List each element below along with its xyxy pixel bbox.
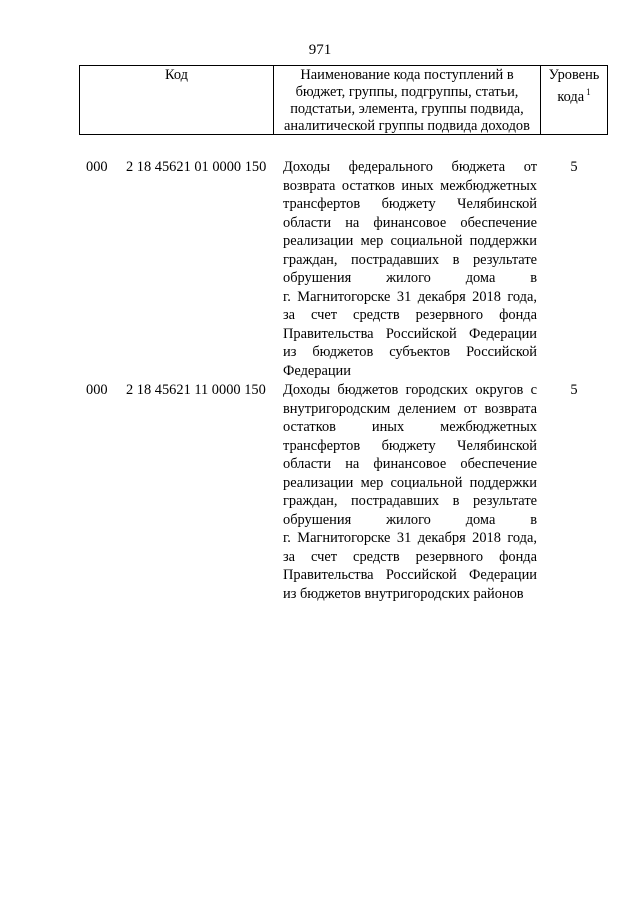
description-line: Федерации: [283, 362, 351, 379]
code-prefix: 000: [86, 382, 108, 398]
income-code: 2 18 45621 11 0000 150: [126, 382, 266, 398]
description-line: остатков иных межбюджетных: [283, 419, 537, 435]
header-level-line1: Уровень: [548, 67, 600, 83]
description-line: обрушения жилого дома в: [283, 511, 537, 528]
footnote-marker: 1: [586, 87, 591, 97]
income-description: [283, 381, 537, 603]
description-line: трансфертов бюджету Челябинской: [283, 196, 537, 212]
description-line: г. Магнитогорске 31 декабря 2018 года,: [283, 530, 537, 546]
header-name-line: бюджет, группы, подгруппы, статьи,: [295, 84, 519, 100]
description-line: области на финансовое обеспечение: [283, 214, 537, 231]
income-description: [283, 158, 537, 380]
description-line: возврата остатков иных межбюджетных: [283, 177, 537, 194]
description-line: из бюджетов внутригородских районов: [283, 585, 524, 602]
header-name-line: Наименование кода поступлений в: [300, 67, 514, 83]
description-line: внутригородским делением от возврата: [283, 400, 537, 417]
page-number: 971: [308, 42, 332, 58]
description-line: г. Магнитогорске 31 декабря 2018 года,: [283, 288, 537, 305]
header-code: Код: [80, 66, 274, 134]
description-line: Доходы федерального бюджета от: [283, 159, 537, 175]
description-line: Правительства Российской Федерации: [283, 567, 537, 583]
code-level: 5: [570, 159, 578, 175]
description-line: реализации мер социальной поддержки: [283, 474, 537, 491]
description-line: Доходы бюджетов городских округов с: [283, 382, 537, 398]
description-line: трансфертов бюджету Челябинской: [283, 437, 537, 454]
code-level: 5: [570, 382, 578, 398]
description-line: за счет средств резервного фонда: [283, 307, 537, 323]
description-line: области на финансовое обеспечение: [283, 456, 537, 472]
header-name-line: подстатьи, элемента, группы подвида,: [290, 101, 524, 117]
income-code: 2 18 45621 01 0000 150: [126, 159, 267, 175]
table-header: [79, 65, 608, 135]
header-level-line2: [541, 84, 607, 106]
header-level-kod: кода: [557, 89, 585, 105]
description-line: граждан, пострадавших в результате: [283, 251, 537, 268]
description-line: реализации мер социальной поддержки: [283, 233, 537, 249]
description-line: граждан, пострадавших в результате: [283, 493, 537, 509]
header-name: [274, 66, 541, 134]
code-prefix: 000: [86, 159, 108, 175]
description-line: Правительства Российской Федерации: [283, 325, 537, 342]
header-name-line: аналитической группы подвида доходов: [284, 118, 530, 134]
description-line: за счет средств резервного фонда: [283, 548, 537, 565]
description-line: из бюджетов субъектов Российской: [283, 344, 537, 360]
description-line: обрушения жилого дома в: [283, 270, 537, 286]
header-level: [541, 66, 607, 134]
